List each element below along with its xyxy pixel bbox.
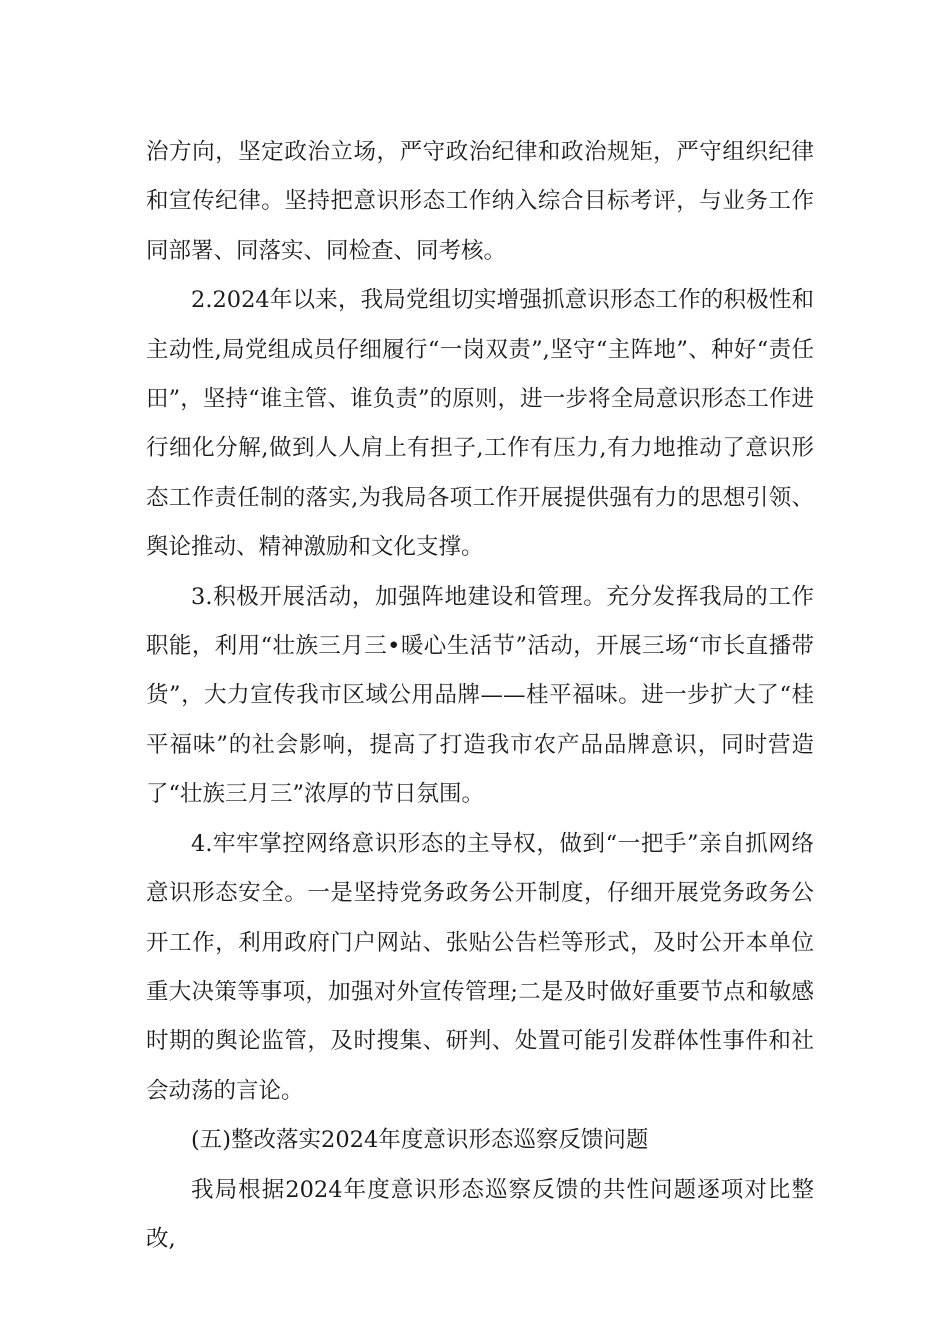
document-body — [146, 128, 814, 1264]
paragraph-section-5-intro: 我局根据2024年度意识形态巡察反馈的共性问题逐项对比整改, — [146, 1176, 814, 1252]
paragraph-item-3: 3.积极开展活动，加强阵地建设和管理。充分发挥我局的工作职能，利用“壮族三月三•暖心生活节”活动，开展三场“市长直播带货”，大力宣传我市区域公用品牌——桂平福味。进一步扩大了“桂平福味”的社会影响，提高了打造我市农产品品牌意识，同时营造了“壮族三月三”浓厚的节日氛围。 — [146, 583, 814, 808]
paragraph-item-2: 2.2024年以来，我局党组切实增强抓意识形态工作的积极性和主动性,局党组成员仔细履行“一岗双责”,坚守“主阵地”、种好“责任田”，坚持“谁主管、谁负责”的原则，进一步将全局意识形态工作进行细化分解,做到人人肩上有担子,工作有压力,有力地推动了意识形态工作责任制的落实,为我局各项工作开展提供强有力的思想引领、舆论推动、精神激励和文化支撑。 — [146, 287, 814, 561]
paragraph-item-4: 4.牢牢掌控网络意识形态的主导权，做到“一把手”亲自抓网络意识形态安全。一是坚持党务政务公开制度，仔细开展党务政务公开工作，利用政府门户网站、张贴公告栏等形式，及时公开本单位重大决策等事项，加强对外宣传管理;二是及时做好重要节点和敏感时期的舆论监管，及时搜集、研判、处置可能引发群体性事件和社会动荡的言论。 — [146, 830, 814, 1104]
paragraph-continuation: 治方向，坚定政治立场，严守政治纪律和政治规矩，严守组织纪律和宣传纪律。坚持把意识形态工作纳入综合目标考评，与业务工作同部署、同落实、同检查、同考核。 — [146, 139, 814, 264]
section-heading-5: (五)整改落实2024年度意识形态巡察反馈问题 — [191, 1127, 649, 1154]
